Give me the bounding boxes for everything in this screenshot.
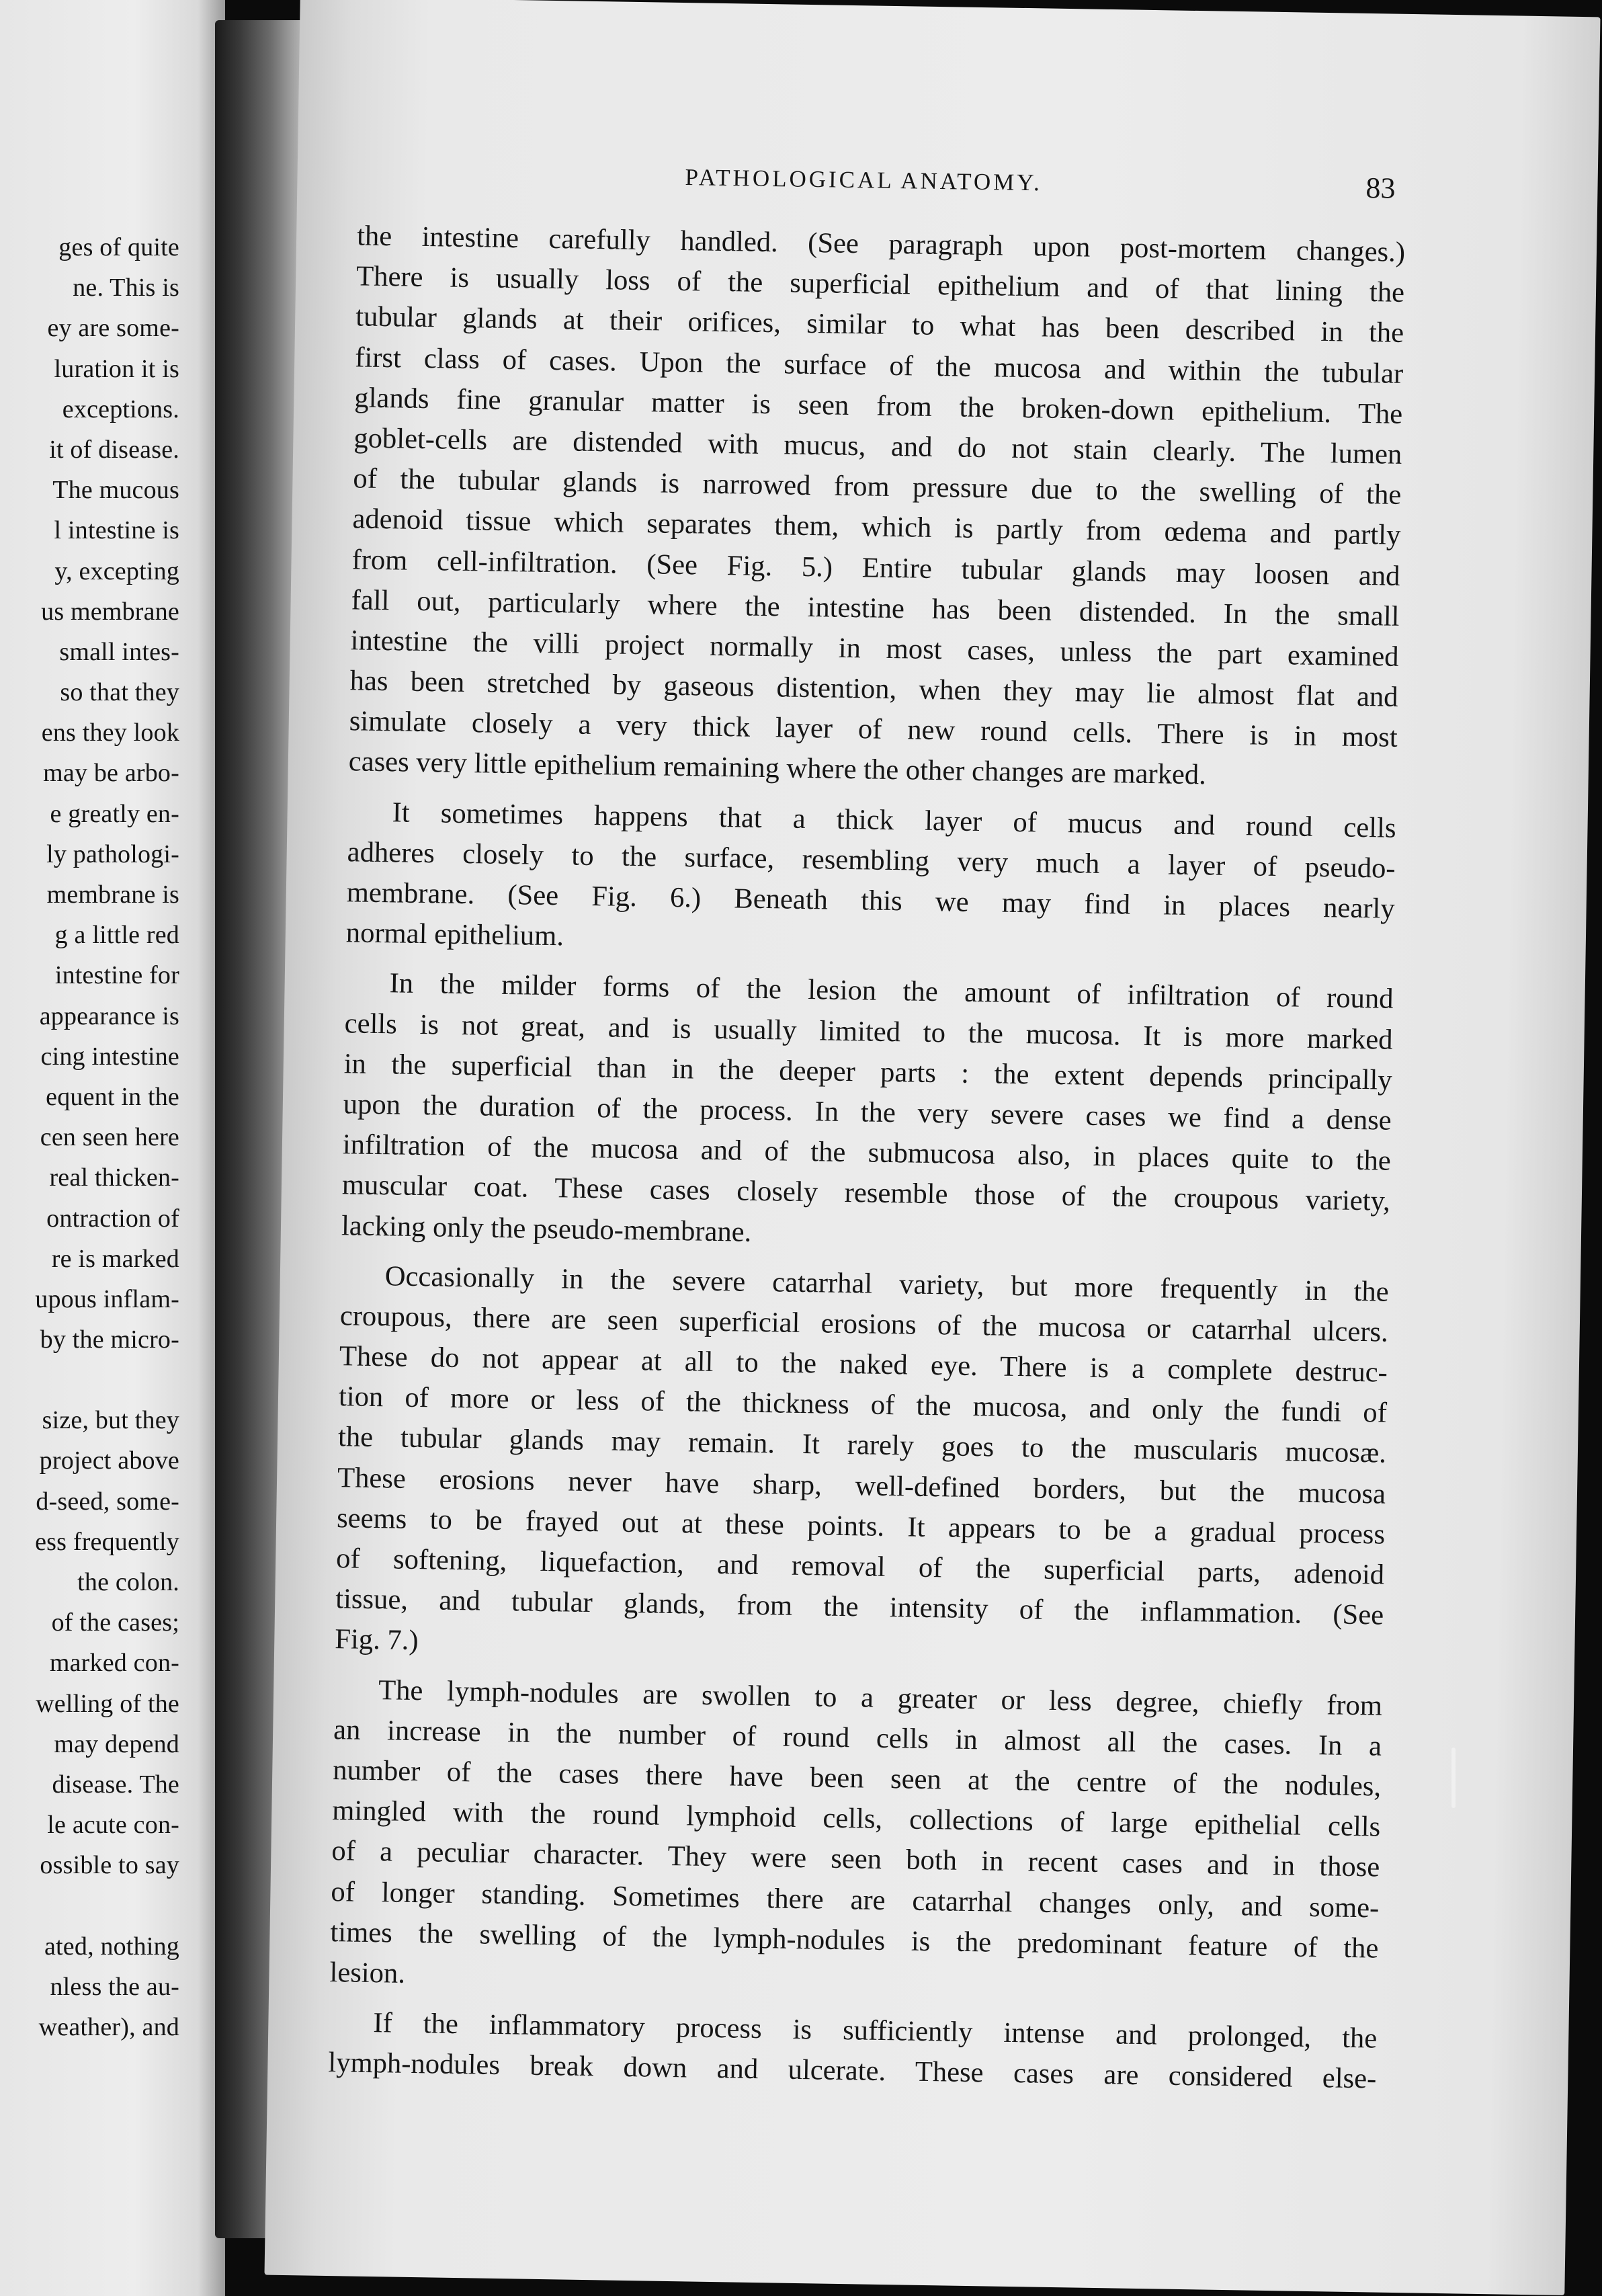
facing-page-line: of the cases; xyxy=(51,1608,179,1637)
text-line: tubular glands at their orifices, similar to what has been described in the xyxy=(355,300,1404,350)
facing-page-line: by the micro- xyxy=(40,1325,179,1354)
text-line: normal epithelium. xyxy=(345,917,564,952)
facing-page-line: intestine for xyxy=(54,961,179,990)
text-line: the intestine carefully handled. (See paragraph upon post-mortem changes.) xyxy=(356,220,1406,268)
text-line: tion of more or less of the thickness of the mucosa, and only the fundi of xyxy=(338,1381,1388,1429)
text-line: adenoid tissue which separates them, which is partly from œdema and partly xyxy=(352,503,1401,552)
text-line: of softening, liquefaction, and removal of the superficial parts, adenoid xyxy=(335,1543,1385,1591)
facing-page-line: luration it is xyxy=(54,354,179,383)
page-body xyxy=(328,216,1406,2109)
text-line: of the tubular glands is narrowed from pressure due to the swelling of the xyxy=(353,462,1402,511)
facing-page-line: may be arbo- xyxy=(43,759,179,788)
text-line: lesion. xyxy=(329,1956,406,1990)
facing-page-line: exceptions. xyxy=(62,395,179,423)
book-page xyxy=(264,0,1600,2295)
text-line: membrane. (See Fig. 6.) Beneath this we may find in places nearly xyxy=(346,876,1395,925)
text-line: There is usually loss of the superficial epithelium and of that lining the xyxy=(355,260,1405,309)
text-line: of a peculiar character. They were seen both in recent cases and in those xyxy=(331,1835,1380,1883)
text-line: simulate closely a very thick layer of new round cells. There is in most xyxy=(349,705,1398,754)
facing-page-line: cing intestine xyxy=(40,1042,179,1071)
paragraph xyxy=(328,2002,1378,2100)
facing-page-line: welling of the xyxy=(36,1689,179,1718)
facing-page-line: small intes- xyxy=(59,637,179,666)
paragraph xyxy=(341,963,1394,1263)
facing-page-line: size, but they xyxy=(42,1406,179,1435)
paragraph xyxy=(329,1670,1382,2010)
text-line: These do not appear at all to the naked eye. There is a complete destruc- xyxy=(339,1340,1388,1389)
text-line: cells is not great, and is usually limited to the mucosa. It is more marked xyxy=(344,1007,1393,1056)
facing-page-line: so that they xyxy=(60,678,179,707)
running-head: PATHOLOGICAL ANATOMY. xyxy=(685,164,1043,196)
text-line: muscular coat. These cases closely resemble those of the croupous variety, xyxy=(341,1169,1391,1218)
facing-page-line: the colon. xyxy=(77,1568,179,1596)
facing-page-line: equent in the xyxy=(46,1082,179,1111)
facing-page-line: appearance is xyxy=(39,1001,179,1030)
facing-page-text xyxy=(35,227,179,2047)
paragraph xyxy=(345,792,1396,970)
text-line: In the milder forms of the lesion the amount of infiltration of round xyxy=(389,967,1394,1016)
facing-page-line xyxy=(35,1360,179,1400)
text-line: Occasionally in the severe catarrhal variety, but more frequently in the xyxy=(384,1260,1390,1308)
facing-page-line: us membrane xyxy=(41,597,179,626)
scan-edge-mark xyxy=(1451,1748,1456,1808)
text-line: the tubular glands may remain. It rarely goes to the muscularis mucosæ. xyxy=(337,1421,1387,1470)
text-line: first class of cases. Upon the surface of the mucosa and within the tubular xyxy=(354,341,1404,390)
facing-page-line: marked con- xyxy=(49,1649,179,1678)
text-line: intestine the villi project normally in most cases, unless the part examined xyxy=(350,624,1399,673)
facing-page-line: nless the au- xyxy=(50,1972,179,2001)
text-line: goblet-cells are distended with mucus, and do not stain clearly. The lumen xyxy=(353,422,1402,470)
text-line: lacking only the pseudo-membrane. xyxy=(341,1209,752,1248)
facing-page-line: le acute con- xyxy=(47,1811,179,1840)
text-line: an increase in the number of round cells in almost all the cases. In a xyxy=(333,1713,1382,1762)
facing-page-line: upous inflam- xyxy=(35,1284,179,1313)
text-line: in the superficial than in the deeper parts : the extent depends principally xyxy=(343,1047,1392,1096)
text-line: infiltration of the mucosa and of the submucosa also, in places quite to the xyxy=(342,1129,1392,1177)
facing-page-line: real thicken- xyxy=(49,1163,179,1192)
facing-page-line: y, excepting xyxy=(54,557,179,585)
text-line: fall out, particularly where the intestine has been distended. In the small xyxy=(351,584,1400,632)
facing-page-line: d-seed, some- xyxy=(36,1487,179,1516)
text-line: has been stretched by gaseous distention, when they may lie almost flat and xyxy=(349,665,1398,713)
text-line: adheres closely to the surface, resembling very much a layer of pseudo- xyxy=(347,836,1396,885)
text-line: cases very little epithelium remaining where the other changes are marked. xyxy=(348,745,1207,791)
facing-page-line: ges of quite xyxy=(58,233,179,261)
facing-page-line: cen seen here xyxy=(40,1123,179,1152)
facing-page-line: ossible to say xyxy=(40,1851,179,1880)
facing-page-line: disease. The xyxy=(52,1770,179,1799)
text-line: number of the cases there have been seen at the centre of the nodules, xyxy=(332,1754,1382,1803)
facing-page-line: The mucous xyxy=(52,476,179,505)
page-header xyxy=(297,158,1598,212)
facing-page-line: ne. This is xyxy=(73,274,179,302)
facing-page-line: project above xyxy=(39,1446,179,1475)
facing-page-line: ey are some- xyxy=(47,314,179,343)
paragraph xyxy=(335,1256,1389,1676)
facing-page-line: ess frequently xyxy=(35,1527,179,1556)
text-line: of longer standing. Sometimes there are catarrhal changes only, and some- xyxy=(331,1875,1380,1924)
text-line: If the inflammatory process is sufficiently intense and prolonged, the xyxy=(373,2007,1378,2055)
text-line: Fig. 7.) xyxy=(334,1623,419,1657)
page-number: 83 xyxy=(1365,171,1396,205)
text-line: tissue, and tubular glands, from the intensity of the inflammation. (See xyxy=(335,1583,1384,1631)
text-line: croupous, there are seen superficial erosions of the mucosa or catarrhal ulcers. xyxy=(339,1300,1389,1348)
text-line: from cell-infiltration. (See Fig. 5.) Entire tubular glands may loosen and xyxy=(351,543,1400,592)
facing-page-left xyxy=(0,0,225,2296)
text-line: mingled with the round lymphoid cells, collections of large epithelial cells xyxy=(331,1795,1381,1843)
text-line: times the swelling of the lymph-nodules is the predominant feature of the xyxy=(330,1916,1379,1965)
facing-page-line: ontraction of xyxy=(46,1204,179,1233)
facing-page-line xyxy=(35,1886,179,1926)
text-line: The lymph-nodules are swollen to a greater or less degree, chiefly from xyxy=(378,1674,1383,1722)
facing-page-line: membrane is xyxy=(46,880,179,909)
facing-page-line: g a little red xyxy=(54,921,179,950)
text-line: upon the duration of the process. In the very severe cases we find a dense xyxy=(343,1088,1392,1137)
paragraph xyxy=(348,216,1405,798)
facing-page-line: may depend xyxy=(54,1729,179,1758)
facing-page-line: it of disease. xyxy=(49,435,179,464)
text-line: seems to be frayed out at these points. It appears to be a gradual process xyxy=(336,1502,1386,1551)
text-line: lymph-nodules break down and ulcerate. These cases are considered else- xyxy=(328,2047,1377,2095)
facing-page-line: weather), and xyxy=(38,2012,179,2041)
facing-page-line: l intestine is xyxy=(54,516,179,545)
text-line: It sometimes happens that a thick layer of mucus and round cells xyxy=(392,796,1396,844)
facing-page-line: re is marked xyxy=(51,1244,179,1273)
facing-page-line: e greatly en- xyxy=(50,799,179,828)
facing-page-line: ated, nothing xyxy=(44,1932,179,1961)
facing-page-line: ens they look xyxy=(41,719,179,747)
text-line: glands fine granular matter is seen from the broken-down epithelium. The xyxy=(354,382,1403,430)
text-line: These erosions never have sharp, well-defined borders, but the mucosa xyxy=(337,1461,1386,1510)
facing-page-line: ly pathologi- xyxy=(46,839,179,868)
